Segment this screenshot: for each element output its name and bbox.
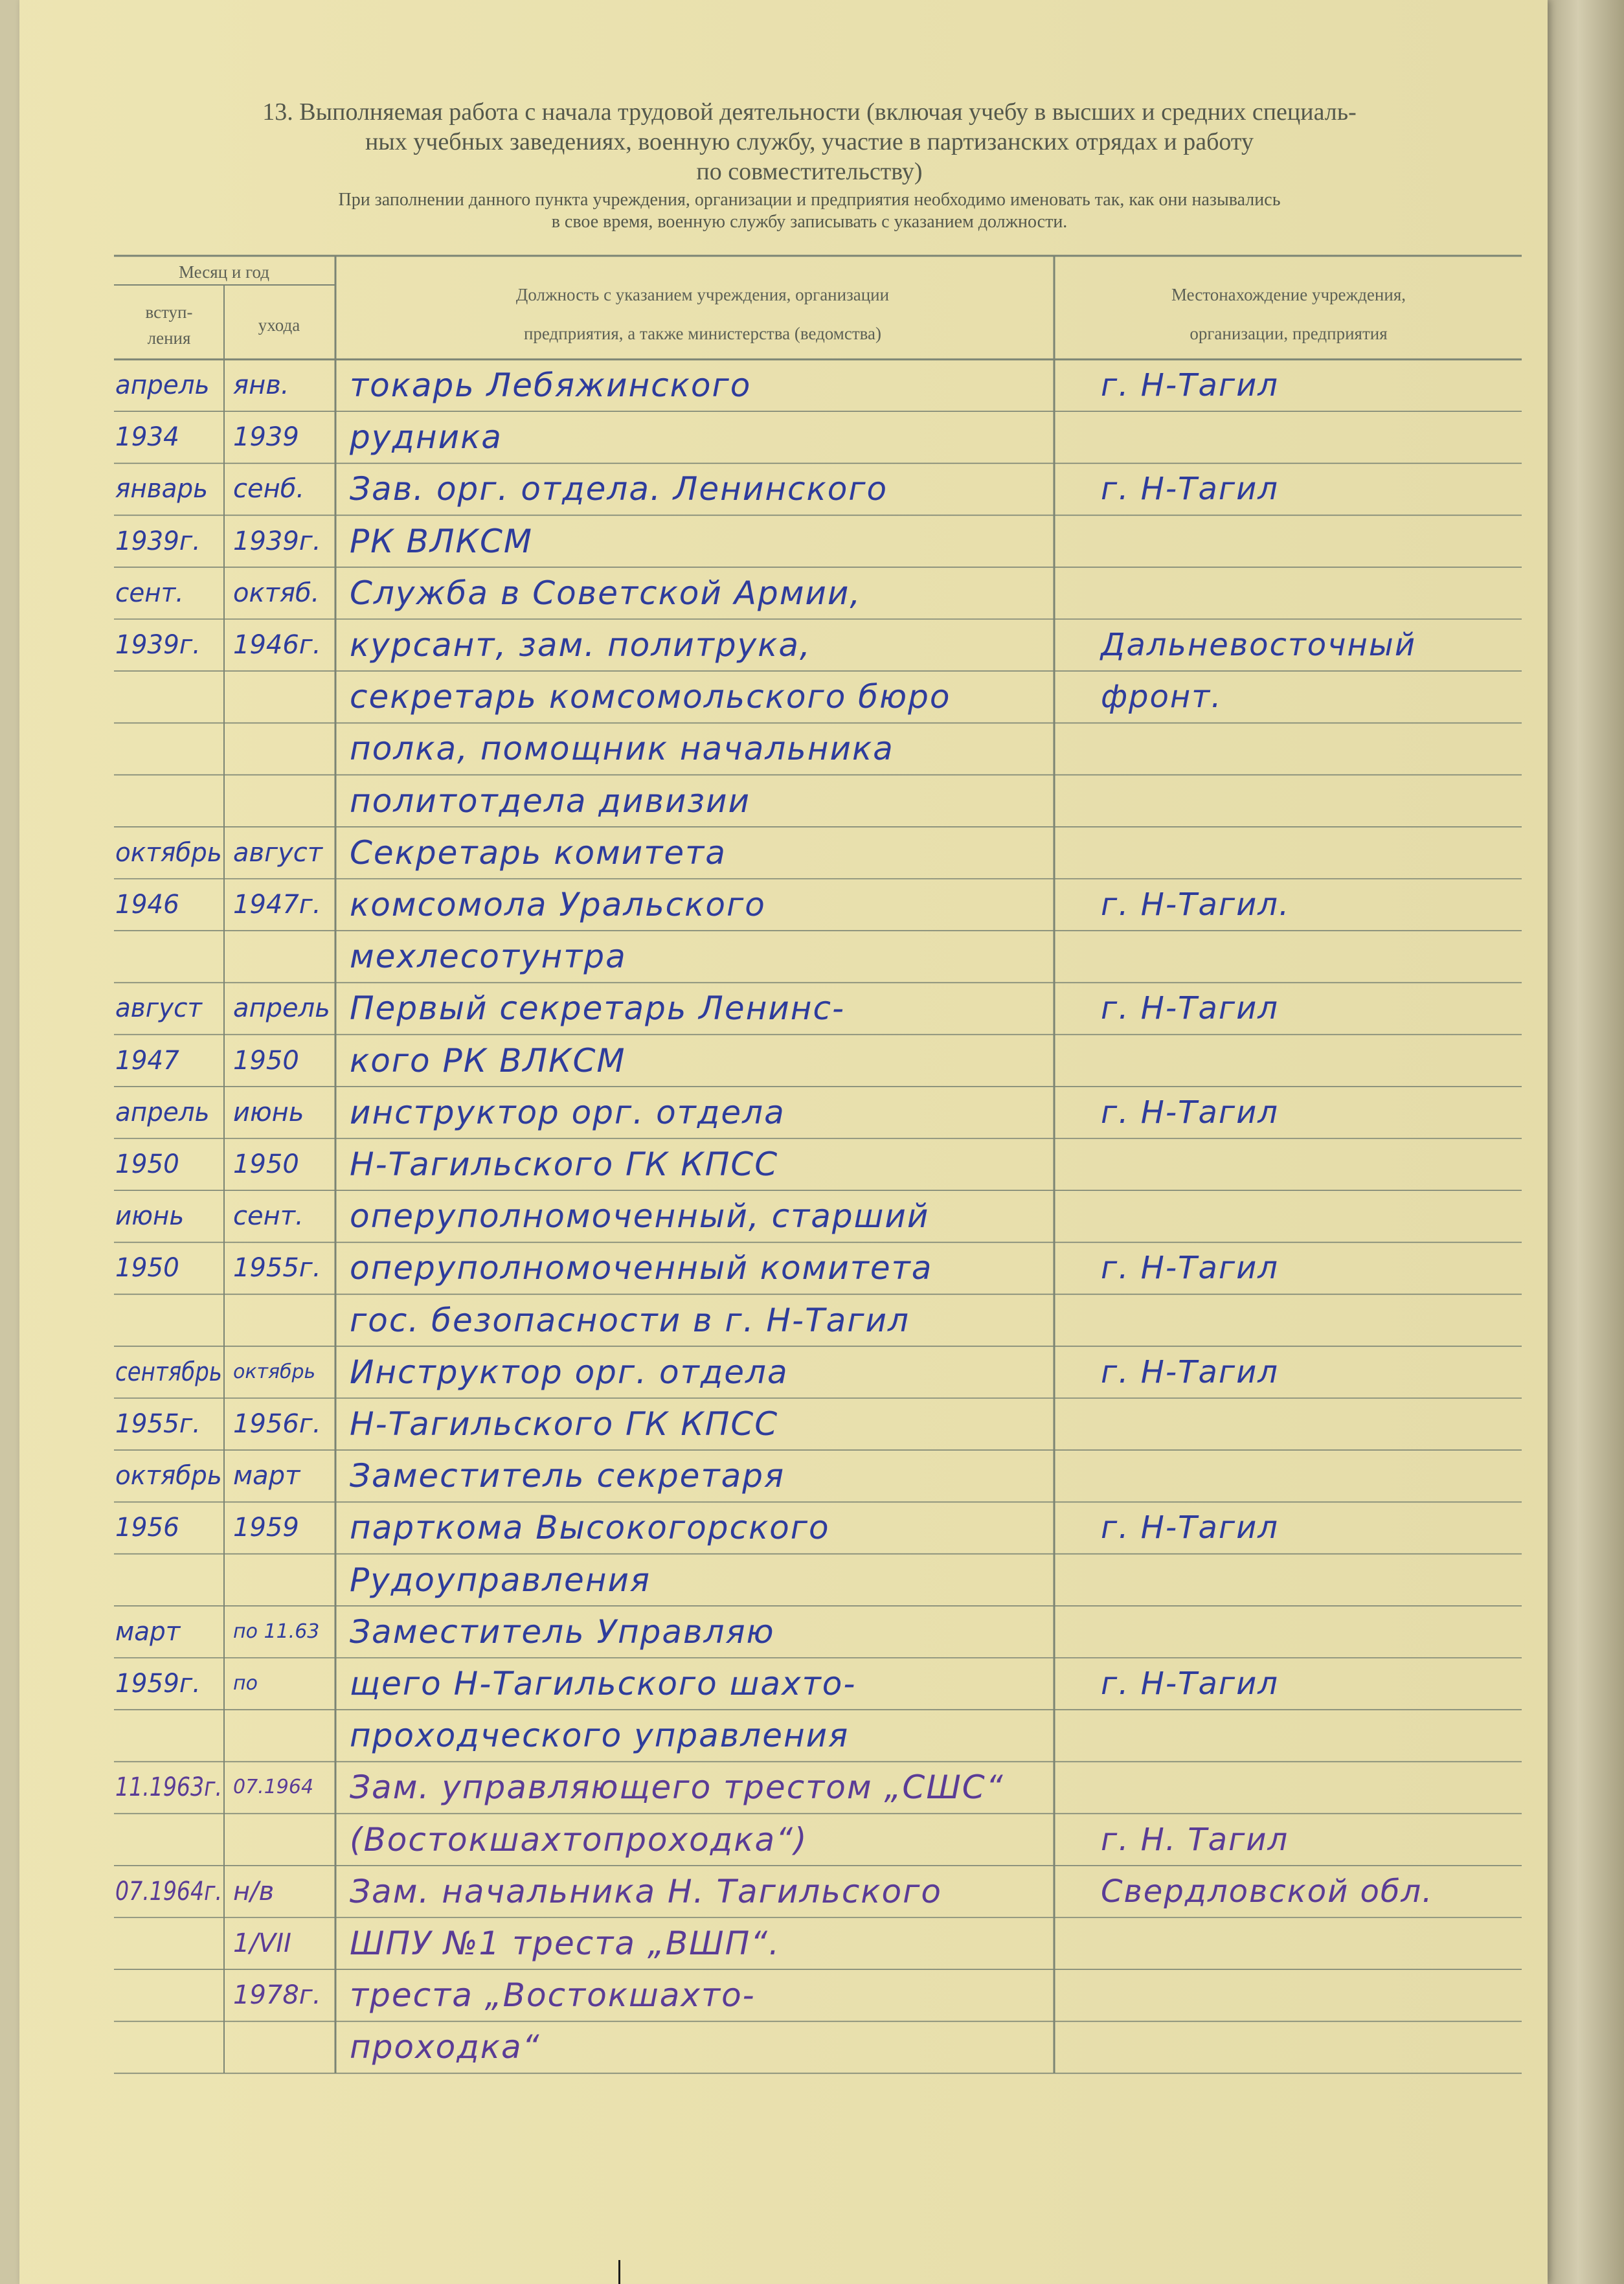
entry-date: август [115,993,203,1024]
position-text: Первый секретарь Ленинс- [350,989,846,1028]
entry-date: октябрь [115,1461,222,1491]
position-text: треста „Востокшахто- [350,1976,756,2015]
location-text: Свердловской обл. [1101,1873,1434,1910]
exit-date: октяб. [233,578,320,608]
location-text: Дальневосточный [1101,627,1417,663]
entry-date: 1946 [115,890,179,920]
position-text: гос. безопасности в г. Н-Тагил [350,1301,910,1339]
position-text: кого РК ВЛКСМ [350,1041,626,1080]
position-header: Должность с указанием учреждения, организации предприятия, а также министерства (ведомства) [515,285,890,343]
entry-date: 11.1963г. [115,1772,223,1803]
position-text: токарь Лебяжинского [350,367,752,404]
entry-date: 1955г. [115,1409,201,1439]
exit-date: янв. [233,370,289,400]
location-header: Местонахождение учреждения, организации, предприятия [1171,285,1406,343]
entry-date: 1950 [115,1149,179,1179]
location-text: г. Н-Тагил [1101,471,1279,508]
position-text: Заместитель секретаря [350,1457,785,1495]
entry-date: 1956 [115,1513,179,1543]
entry-date: 1934 [115,422,179,453]
position-text: полка, помощник начальника [350,730,894,768]
entry-date: март [115,1616,181,1647]
exit-date: 1939 [233,422,299,453]
exit-date: 1950 [233,1149,299,1179]
position-text: РК ВЛКСМ [350,522,533,560]
exit-date: 07.1964 [233,1776,314,1799]
entry-date: сентябрь [115,1357,222,1387]
location-text: г. Н-Тагил [1101,367,1279,403]
month-year-header: Месяц и год [179,262,269,282]
position-text: Секретарь комитета [350,833,727,872]
position-text: политотдела дивизии [350,782,751,820]
entry-date: январь [115,474,208,504]
entry-date: 1950 [115,1253,179,1283]
exit-date: 1/VII [233,1928,291,1958]
exit-date: 1946г. [233,630,321,660]
location-text: г. Н-Тагил [1101,1250,1279,1287]
entry-date: апрель [115,1097,210,1127]
exit-date: по 11.63 [233,1620,320,1643]
position-text: мехлесотунтра [350,938,627,976]
exit-date: сент. [233,1201,304,1232]
exit-date: 1955г. [233,1253,321,1283]
location-text: г. Н-Тагил [1101,1094,1279,1131]
position-text: проходка“ [350,2028,541,2066]
position-text: Зав. орг. отдела. Ленинского [350,470,888,508]
exit-date: по [233,1672,258,1695]
position-text: Зам. управляющего трестом „СШС“ [350,1769,1004,1807]
exit-date: 1950 [233,1045,299,1076]
location-text: г. Н-Тагил [1101,990,1279,1027]
location-text: фронт. [1101,679,1223,716]
entry-date: октябрь [115,837,222,868]
entry-date: 1939г. [115,630,201,660]
position-text: комсомола Уральского [350,886,766,923]
location-text: г. Н-Тагил [1101,1353,1279,1390]
exit-date: апрель [233,993,330,1024]
position-text: секретарь комсомольского бюро [350,678,951,716]
margin-mark [618,2260,620,2284]
position-text: курсант, зам. политрука, [350,626,811,664]
position-text: Рудоуправления [350,1561,651,1599]
exit-date: н/в [233,1876,275,1906]
entry-date: сент. [115,578,184,608]
position-text: оперуполномоченный комитета [350,1249,933,1287]
location-text: г. Н. Тагил [1101,1821,1289,1858]
exit-date: август [233,837,323,868]
position-text: Зам. начальника Н. Тагильского [350,1872,942,1910]
exit-date: октябрь [233,1360,316,1383]
exit-date: июнь [233,1097,304,1127]
exit-date: 1956г. [233,1409,321,1439]
position-text: Инструктор орг. отдела [350,1353,789,1391]
position-text: Н-Тагильского ГК КПСС [350,1146,779,1183]
entry-date: 1959г. [115,1669,201,1699]
entry-date: 1947 [115,1045,179,1076]
exit-date: сенб. [233,474,305,504]
position-text: ШПУ №1 треста „ВШП“. [350,1925,780,1962]
position-text: (Востокшахтопроходка“) [350,1820,808,1859]
position-text: Н-Тагильского ГК КПСС [350,1405,779,1443]
position-text: щего Н-Тагильского шахто- [350,1665,857,1702]
section-title: 13. Выполняемая работа с начала трудовой деятельности (включая учебу в высших и средних специаль- ных учебных заведениях, военную службу, участие в партизанских отрядах и работу по совместительству) [262,98,1357,185]
entry-date: 1939г. [115,526,201,556]
entry-date: 07.1964г. [115,1876,223,1906]
exit-date: 1947г. [233,890,321,920]
location-text: г. Н-Тагил [1101,1509,1279,1546]
position-text: рудника [350,418,502,457]
exit-date: 1959 [233,1513,299,1543]
position-text: оперуполномоченный, старший [350,1197,930,1236]
exit-header: ухода [258,315,300,335]
exit-date: 1939г. [233,526,321,556]
position-text: парткома Высокогорского [350,1509,830,1547]
section-note: При заполнении данного пункта учреждения, организации и предприятия необходимо именовать так, как они назывались в свое время, военную службу записывать с указанием должности. [338,190,1281,232]
position-text: инструктор орг. отдела [350,1093,785,1131]
position-text: Служба в Советской Армии, [350,574,862,612]
location-text: г. Н-Тагил [1101,1666,1279,1702]
position-text: проходческого управления [350,1717,850,1755]
entry-header: вступ- ления [145,302,193,348]
exit-date: 1978г. [233,1980,321,2011]
location-text: г. Н-Тагил. [1101,887,1291,923]
position-text: Заместитель Управляю [350,1612,775,1651]
exit-date: март [233,1461,300,1491]
entry-date: июнь [115,1201,185,1232]
entry-date: апрель [115,370,210,400]
